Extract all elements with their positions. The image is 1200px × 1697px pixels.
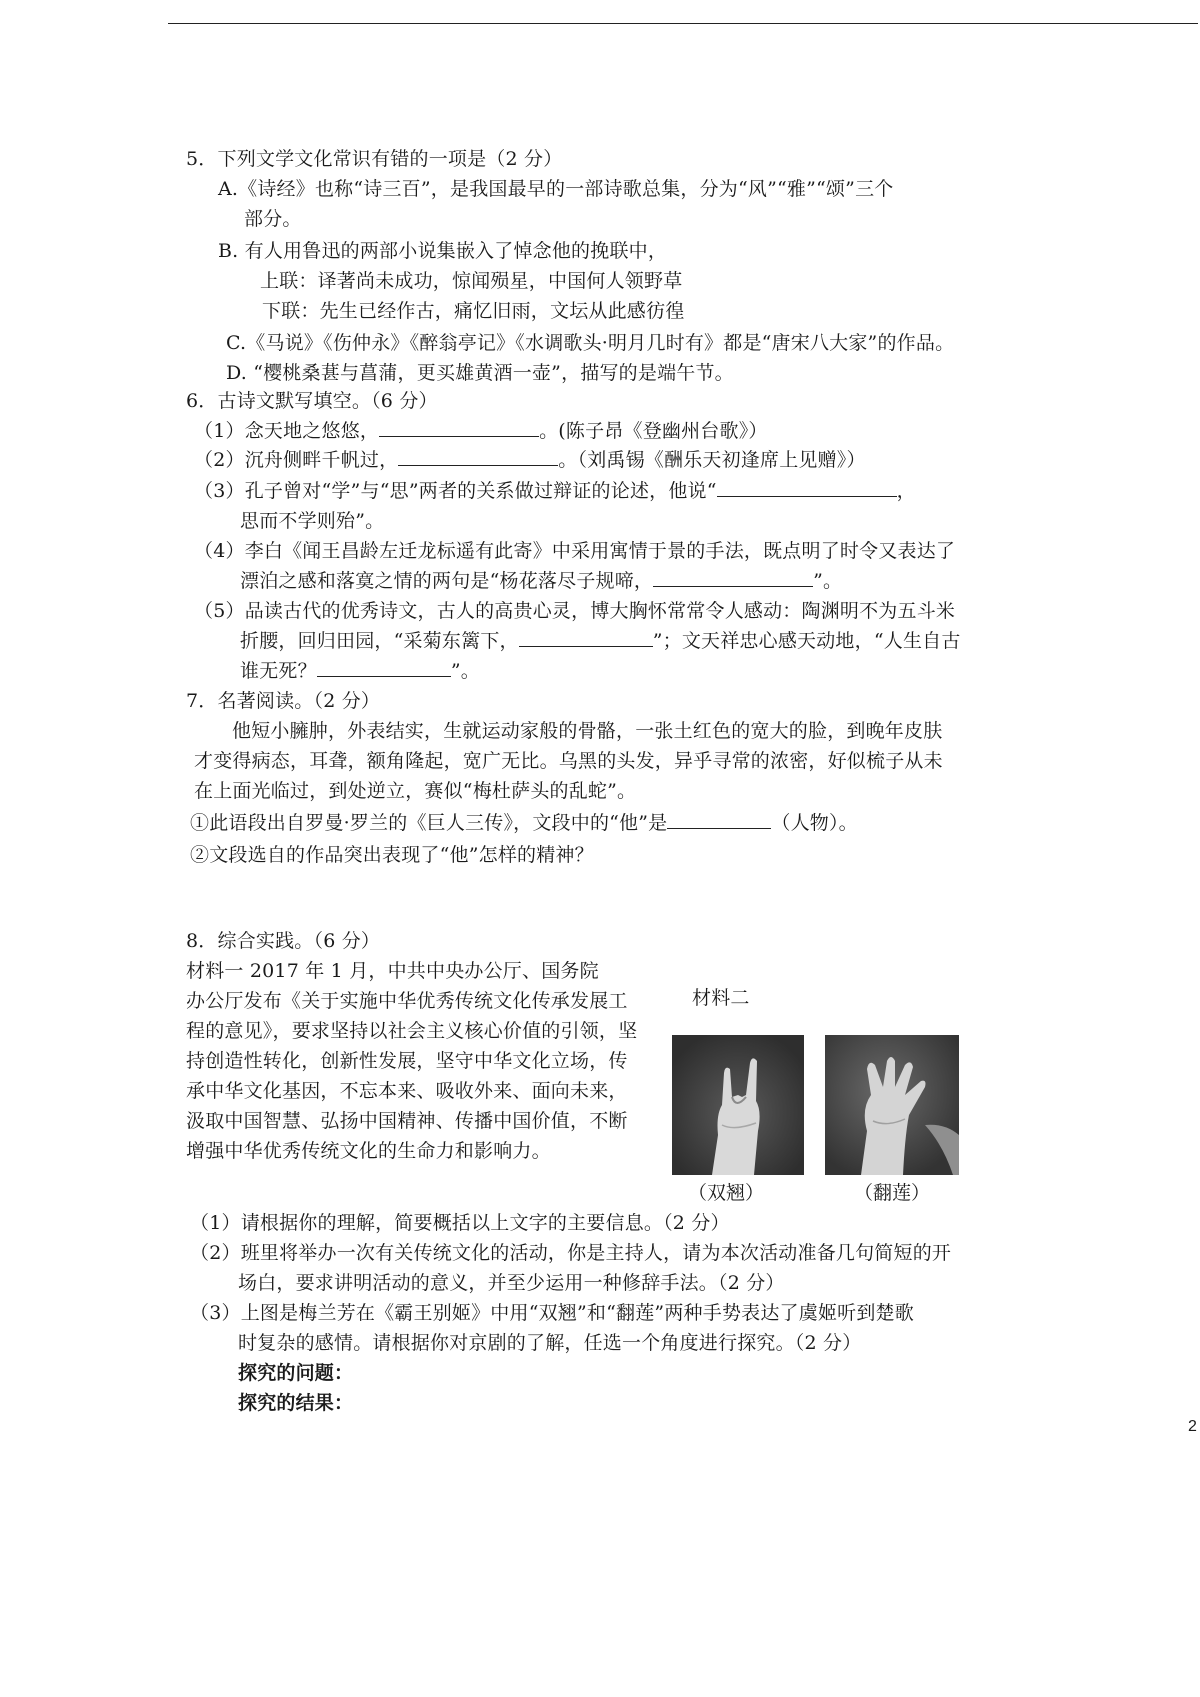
q8-item3-line2: 时复杂的感情。请根据你对京剧的了解，任选一个角度进行探究。（2 分）: [238, 1332, 862, 1354]
q8-material1-line1: 材料一 2017 年 1 月，中共中央办公厅、国务院: [186, 960, 599, 982]
q5-option-a-line2: 部分。: [244, 208, 302, 230]
q6-item5-line3: [240, 658, 480, 684]
q6-item4-line2: [240, 568, 842, 594]
q6-item1-text: （1）念天地之悠悠，: [194, 420, 380, 442]
q8-stem: 8．综合实践。（6 分）: [186, 930, 381, 952]
q7-sub1-end: （人物）。: [771, 812, 858, 834]
q8-inquiry-result-label[interactable]: 探究的结果：: [238, 1392, 354, 1414]
gesture-fanlian-caption: （翻莲）: [854, 1182, 931, 1204]
q6-item5-text: 折腰，回归田园，“采菊东篱下，: [240, 630, 519, 652]
q8-item1: （1）请根据你的理解，简要概括以上文字的主要信息。（2 分）: [190, 1212, 730, 1234]
q8-item2-line1: （2）班里将举办一次有关传统文化的活动，你是主持人，请为本次活动准备几句简短的开: [190, 1242, 952, 1264]
q6-item4-end: ”。: [813, 570, 843, 592]
q7-passage-line2: 才变得病态，耳聋，额角隆起，宽广无比。乌黑的头发，异乎寻常的浓密，好似梳子从未: [194, 750, 943, 772]
q7-stem: 7．名著阅读。（2 分）: [186, 690, 381, 712]
q6-item2-source: 。（刘禹锡《酬乐天初逢席上见赠》）: [558, 449, 866, 471]
q6-item5-blank1[interactable]: [519, 628, 653, 647]
q6-item5-text2: 谁无死？: [240, 660, 317, 682]
q8-material1-line5: 承中华文化基因，不忘本来、吸收外来、面向未来，: [186, 1080, 628, 1102]
q6-item5-line1: （5）品读古代的优秀诗文，古人的高贵心灵，博大胸怀常常令人感动：陶渊明不为五斗米: [194, 600, 956, 622]
q7-passage-line3: 在上面光临过，到处逆立，赛似“梅杜萨头的乱蛇”。: [194, 780, 637, 802]
q8-item3-line1: （3）上图是梅兰芳在《霸王别姬》中用“双翘”和“翻莲”两种手势表达了虞姬听到楚歌: [190, 1302, 914, 1324]
q6-item1: [194, 418, 768, 444]
q5-option-b-line3: 下联：先生已经作古，痛忆旧雨，文坛从此感彷徨: [262, 300, 685, 322]
q6-item5-end: ”。: [450, 660, 480, 682]
q8-inquiry-question-label[interactable]: 探究的问题：: [238, 1362, 354, 1384]
q6-item4-text: 漂泊之感和落寞之情的两句是“杨花落尽子规啼，: [240, 570, 654, 592]
q6-item4-line1: （4）李白《闻王昌龄左迁龙标遥有此寄》中采用寓情于景的手法，既点明了时令又表达了: [194, 540, 956, 562]
q7-sub1-text: ①此语段出自罗曼·罗兰的《巨人三传》，文段中的“他”是: [190, 812, 668, 834]
q6-item3-blank[interactable]: [717, 478, 897, 497]
q5-option-c: C.《马说》《伤仲永》《醉翁亭记》《水调歌头·明月几时有》都是“唐宋八大家”的作品。: [226, 332, 955, 354]
q6-item1-source: 。(陈子昂《登幽州台歌》）: [539, 420, 768, 442]
gesture-shuangqiao-photo: [672, 1035, 804, 1175]
q8-material1-line7: 增强中华优秀传统文化的生命力和影响力。: [186, 1140, 551, 1162]
q7-sub1: [190, 810, 858, 836]
q5-stem: 5．下列文学文化常识有错的一项是（2 分）: [186, 148, 563, 170]
q5-option-b-line1: B. 有人用鲁迅的两部小说集嵌入了悼念他的挽联中，: [218, 240, 668, 262]
q6-item1-blank[interactable]: [379, 418, 539, 437]
q6-item3-comma: ，: [896, 480, 916, 502]
header-rule: [168, 23, 1198, 24]
q8-material1-line4: 持创造性转化，创新性发展，坚守中华文化立场，传: [186, 1050, 628, 1072]
q7-passage-line1: 他短小臃肿，外表结实，生就运动家般的骨骼，一张土红色的宽大的脸，到晚年皮肤: [232, 720, 943, 742]
q6-item5-mid: ”；文天祥忠心感天动地，“人生自古: [652, 630, 961, 652]
q6-item3-text: （3）孔子曾对“学”与“思”两者的关系做过辩证的论述，他说“: [194, 480, 717, 502]
q6-item5-line2: [240, 628, 961, 654]
gesture-shuangqiao-caption: （双翘）: [688, 1182, 765, 1204]
q7-sub1-blank[interactable]: [667, 810, 771, 829]
q8-material1-line3: 程的意见》，要求坚持以社会主义核心价值的引领，坚: [186, 1020, 638, 1042]
q5-option-a-line1: A.《诗经》也称“诗三百”，是我国最早的一部诗歌总集，分为“风”“雅”“颂”三个: [218, 178, 894, 200]
q5-option-b-line2: 上联：译著尚未成功，惊闻殒星，中国何人领野草: [260, 270, 683, 292]
q6-stem: 6．古诗文默写填空。（6 分）: [186, 390, 438, 412]
q6-item2-blank[interactable]: [398, 447, 558, 466]
q8-material1-line6: 汲取中国智慧、弘扬中国精神、传播中国价值，不断: [186, 1110, 628, 1132]
q6-item4-blank[interactable]: [653, 568, 813, 587]
q8-material2-label: 材料二: [692, 987, 750, 1009]
q6-item3-line1: [194, 478, 916, 504]
q6-item2-text: （2）沉舟侧畔千帆过，: [194, 449, 399, 471]
q6-item2: [194, 447, 866, 473]
page-number: 2: [1188, 1418, 1197, 1435]
q8-item2-line2: 场白，要求讲明活动的意义，并至少运用一种修辞手法。（2 分）: [238, 1272, 785, 1294]
gesture-fanlian-photo: [825, 1035, 959, 1175]
q7-sub2: ②文段选自的作品突出表现了“他”怎样的精神？: [190, 844, 594, 866]
q5-option-d: D. “樱桃桑葚与菖蒲，更买雄黄酒一壶”，描写的是端午节。: [226, 362, 734, 384]
q6-item3-line2: 思而不学则殆”。: [240, 510, 385, 532]
q8-material1-line2: 办公厅发布《关于实施中华优秀传统文化传承发展工: [186, 990, 628, 1012]
q6-item5-blank2[interactable]: [317, 658, 451, 677]
